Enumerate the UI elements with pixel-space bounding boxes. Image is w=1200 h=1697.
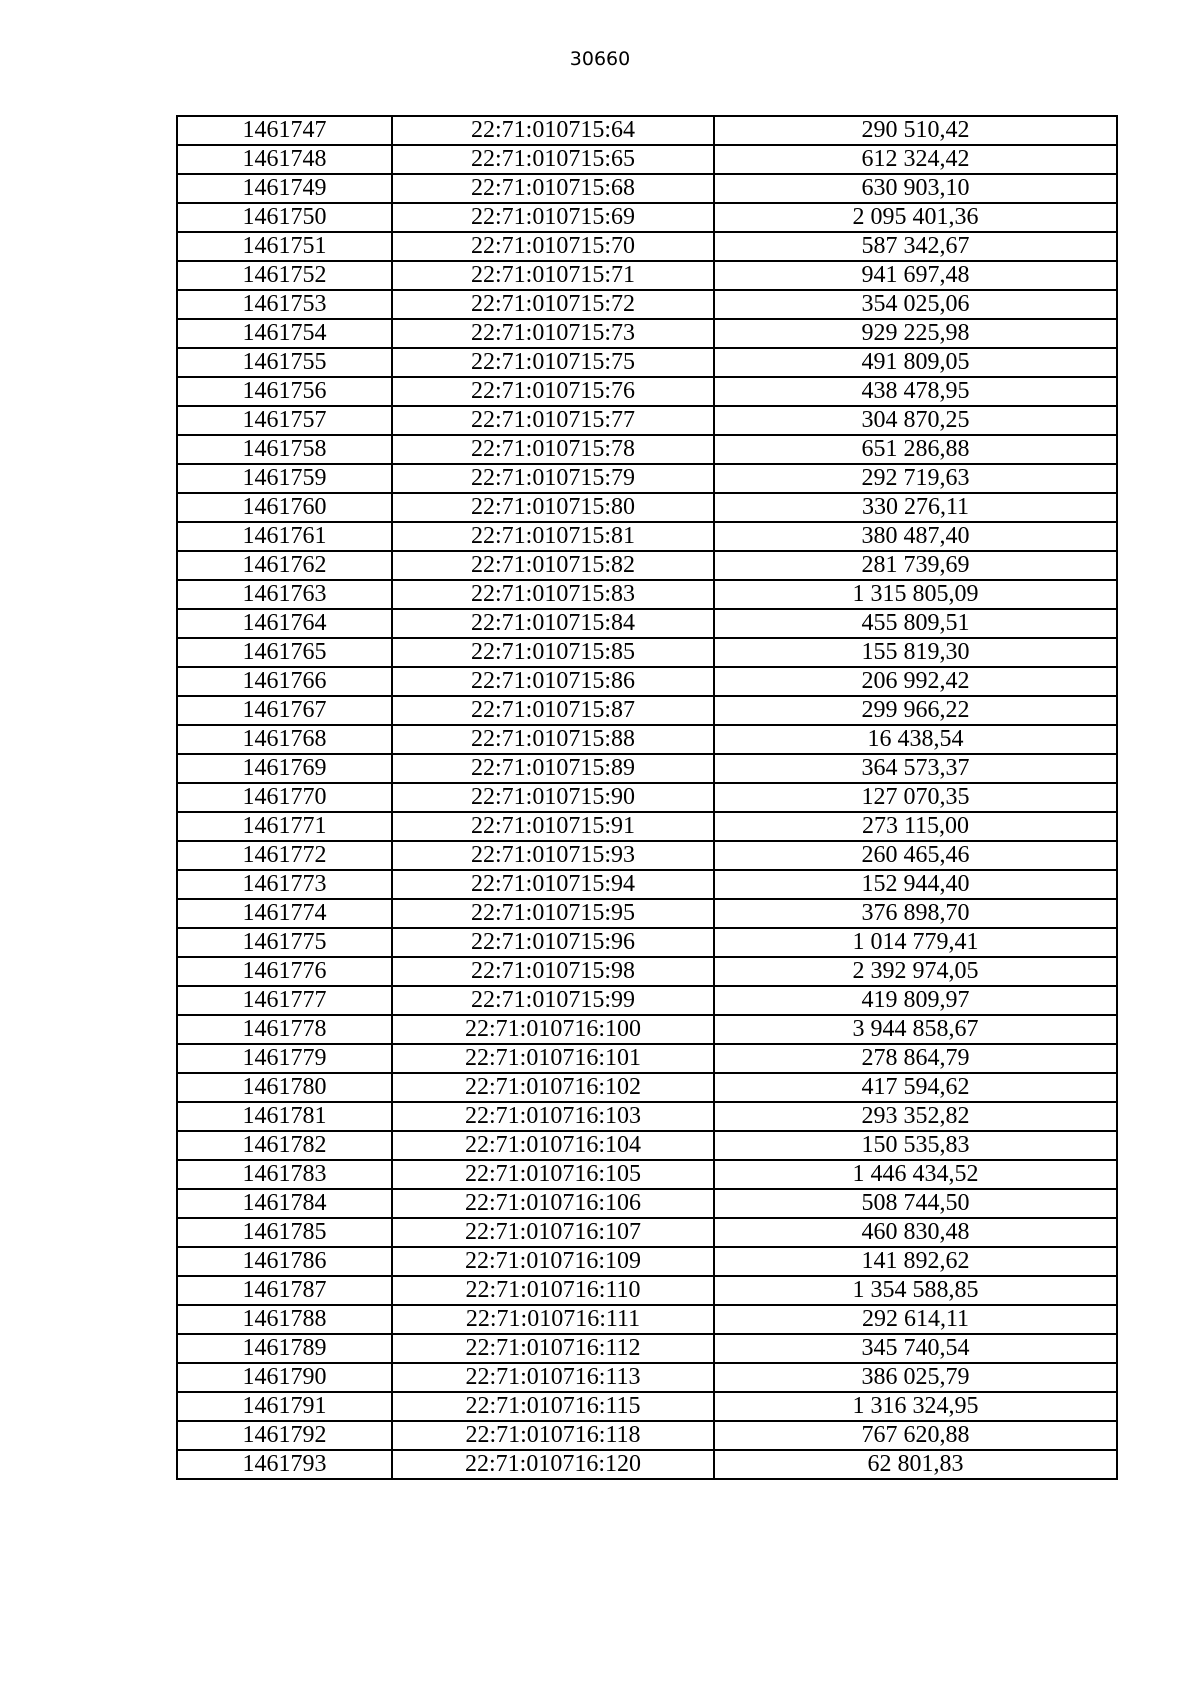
record-id-cell: 1461757	[177, 406, 392, 435]
cadastral-number-cell: 22:71:010715:72	[392, 290, 714, 319]
cadastral-number-cell: 22:71:010716:115	[392, 1392, 714, 1421]
table-row	[177, 725, 1117, 754]
value-cell: 2 095 401,36	[714, 203, 1117, 232]
value-cell: 630 903,10	[714, 174, 1117, 203]
record-id-cell: 1461750	[177, 203, 392, 232]
record-id-cell: 1461755	[177, 348, 392, 377]
table-row	[177, 174, 1117, 203]
value-cell: 330 276,11	[714, 493, 1117, 522]
table-row	[177, 1015, 1117, 1044]
table-row	[177, 377, 1117, 406]
records-table	[176, 115, 1118, 1480]
record-id-cell: 1461793	[177, 1450, 392, 1479]
record-id-cell: 1461747	[177, 116, 392, 145]
cadastral-number-cell: 22:71:010716:100	[392, 1015, 714, 1044]
cadastral-number-cell: 22:71:010715:73	[392, 319, 714, 348]
table-row	[177, 1450, 1117, 1479]
record-id-cell: 1461749	[177, 174, 392, 203]
cadastral-number-cell: 22:71:010715:93	[392, 841, 714, 870]
record-id-cell: 1461777	[177, 986, 392, 1015]
value-cell: 141 892,62	[714, 1247, 1117, 1276]
record-id-cell: 1461785	[177, 1218, 392, 1247]
cadastral-number-cell: 22:71:010716:102	[392, 1073, 714, 1102]
value-cell: 62 801,83	[714, 1450, 1117, 1479]
value-cell: 273 115,00	[714, 812, 1117, 841]
value-cell: 2 392 974,05	[714, 957, 1117, 986]
page-number: 30660	[569, 48, 631, 70]
table-row	[177, 1305, 1117, 1334]
value-cell: 767 620,88	[714, 1421, 1117, 1450]
value-cell: 152 944,40	[714, 870, 1117, 899]
table-row	[177, 1247, 1117, 1276]
record-id-cell: 1461767	[177, 696, 392, 725]
cadastral-number-cell: 22:71:010715:70	[392, 232, 714, 261]
table-row	[177, 551, 1117, 580]
value-cell: 127 070,35	[714, 783, 1117, 812]
table-row	[177, 870, 1117, 899]
value-cell: 491 809,05	[714, 348, 1117, 377]
record-id-cell: 1461773	[177, 870, 392, 899]
cadastral-number-cell: 22:71:010715:98	[392, 957, 714, 986]
value-cell: 278 864,79	[714, 1044, 1117, 1073]
value-cell: 150 535,83	[714, 1131, 1117, 1160]
table-row	[177, 1334, 1117, 1363]
cadastral-number-cell: 22:71:010715:87	[392, 696, 714, 725]
record-id-cell: 1461771	[177, 812, 392, 841]
table-row	[177, 696, 1117, 725]
record-id-cell: 1461791	[177, 1392, 392, 1421]
cadastral-number-cell: 22:71:010716:120	[392, 1450, 714, 1479]
cadastral-number-cell: 22:71:010715:91	[392, 812, 714, 841]
cadastral-number-cell: 22:71:010716:111	[392, 1305, 714, 1334]
cadastral-number-cell: 22:71:010715:80	[392, 493, 714, 522]
cadastral-number-cell: 22:71:010715:79	[392, 464, 714, 493]
cadastral-number-cell: 22:71:010715:89	[392, 754, 714, 783]
value-cell: 281 739,69	[714, 551, 1117, 580]
record-id-cell: 1461780	[177, 1073, 392, 1102]
cadastral-number-cell: 22:71:010715:83	[392, 580, 714, 609]
cadastral-number-cell: 22:71:010716:107	[392, 1218, 714, 1247]
cadastral-number-cell: 22:71:010715:65	[392, 145, 714, 174]
record-id-cell: 1461762	[177, 551, 392, 580]
value-cell: 386 025,79	[714, 1363, 1117, 1392]
value-cell: 3 944 858,67	[714, 1015, 1117, 1044]
table-row	[177, 1160, 1117, 1189]
cadastral-number-cell: 22:71:010715:86	[392, 667, 714, 696]
record-id-cell: 1461772	[177, 841, 392, 870]
record-id-cell: 1461756	[177, 377, 392, 406]
cadastral-number-cell: 22:71:010716:109	[392, 1247, 714, 1276]
table-row	[177, 899, 1117, 928]
record-id-cell: 1461751	[177, 232, 392, 261]
record-id-cell: 1461790	[177, 1363, 392, 1392]
table-row	[177, 957, 1117, 986]
table-row	[177, 812, 1117, 841]
cadastral-number-cell: 22:71:010716:103	[392, 1102, 714, 1131]
value-cell: 354 025,06	[714, 290, 1117, 319]
record-id-cell: 1461758	[177, 435, 392, 464]
cadastral-number-cell: 22:71:010715:71	[392, 261, 714, 290]
value-cell: 299 966,22	[714, 696, 1117, 725]
value-cell: 293 352,82	[714, 1102, 1117, 1131]
cadastral-number-cell: 22:71:010716:112	[392, 1334, 714, 1363]
value-cell: 155 819,30	[714, 638, 1117, 667]
record-id-cell: 1461754	[177, 319, 392, 348]
cadastral-number-cell: 22:71:010716:106	[392, 1189, 714, 1218]
value-cell: 292 719,63	[714, 464, 1117, 493]
value-cell: 508 744,50	[714, 1189, 1117, 1218]
cadastral-number-cell: 22:71:010716:101	[392, 1044, 714, 1073]
record-id-cell: 1461761	[177, 522, 392, 551]
record-id-cell: 1461768	[177, 725, 392, 754]
cadastral-number-cell: 22:71:010715:96	[392, 928, 714, 957]
value-cell: 455 809,51	[714, 609, 1117, 638]
value-cell: 417 594,62	[714, 1073, 1117, 1102]
table-row	[177, 261, 1117, 290]
value-cell: 1 315 805,09	[714, 580, 1117, 609]
table-row	[177, 1392, 1117, 1421]
record-id-cell: 1461782	[177, 1131, 392, 1160]
value-cell: 941 697,48	[714, 261, 1117, 290]
records-body	[177, 116, 1117, 1479]
record-id-cell: 1461766	[177, 667, 392, 696]
cadastral-number-cell: 22:71:010716:104	[392, 1131, 714, 1160]
record-id-cell: 1461788	[177, 1305, 392, 1334]
record-id-cell: 1461784	[177, 1189, 392, 1218]
cadastral-number-cell: 22:71:010715:99	[392, 986, 714, 1015]
cadastral-number-cell: 22:71:010716:105	[392, 1160, 714, 1189]
value-cell: 364 573,37	[714, 754, 1117, 783]
record-id-cell: 1461748	[177, 145, 392, 174]
value-cell: 16 438,54	[714, 725, 1117, 754]
cadastral-number-cell: 22:71:010715:82	[392, 551, 714, 580]
record-id-cell: 1461792	[177, 1421, 392, 1450]
value-cell: 292 614,11	[714, 1305, 1117, 1334]
table-row	[177, 1189, 1117, 1218]
table-row	[177, 348, 1117, 377]
record-id-cell: 1461759	[177, 464, 392, 493]
value-cell: 587 342,67	[714, 232, 1117, 261]
value-cell: 376 898,70	[714, 899, 1117, 928]
value-cell: 1 316 324,95	[714, 1392, 1117, 1421]
record-id-cell: 1461765	[177, 638, 392, 667]
value-cell: 290 510,42	[714, 116, 1117, 145]
cadastral-number-cell: 22:71:010715:94	[392, 870, 714, 899]
value-cell: 1 014 779,41	[714, 928, 1117, 957]
table-row	[177, 319, 1117, 348]
table-row	[177, 1363, 1117, 1392]
record-id-cell: 1461783	[177, 1160, 392, 1189]
value-cell: 1 446 434,52	[714, 1160, 1117, 1189]
value-cell: 651 286,88	[714, 435, 1117, 464]
record-id-cell: 1461778	[177, 1015, 392, 1044]
value-cell: 438 478,95	[714, 377, 1117, 406]
record-id-cell: 1461787	[177, 1276, 392, 1305]
table-row	[177, 638, 1117, 667]
table-row	[177, 522, 1117, 551]
cadastral-number-cell: 22:71:010715:64	[392, 116, 714, 145]
table-row	[177, 116, 1117, 145]
table-row	[177, 1073, 1117, 1102]
cadastral-number-cell: 22:71:010715:90	[392, 783, 714, 812]
record-id-cell: 1461775	[177, 928, 392, 957]
value-cell: 1 354 588,85	[714, 1276, 1117, 1305]
record-id-cell: 1461764	[177, 609, 392, 638]
table-row	[177, 406, 1117, 435]
table-row	[177, 841, 1117, 870]
table-row	[177, 290, 1117, 319]
table-row	[177, 145, 1117, 174]
cadastral-number-cell: 22:71:010716:113	[392, 1363, 714, 1392]
cadastral-number-cell: 22:71:010715:85	[392, 638, 714, 667]
cadastral-number-cell: 22:71:010715:76	[392, 377, 714, 406]
record-id-cell: 1461770	[177, 783, 392, 812]
cadastral-number-cell: 22:71:010715:81	[392, 522, 714, 551]
table-row	[177, 1218, 1117, 1247]
table-row	[177, 928, 1117, 957]
cadastral-number-cell: 22:71:010715:78	[392, 435, 714, 464]
value-cell: 380 487,40	[714, 522, 1117, 551]
record-id-cell: 1461774	[177, 899, 392, 928]
table-row	[177, 1276, 1117, 1305]
table-row	[177, 986, 1117, 1015]
cadastral-number-cell: 22:71:010715:95	[392, 899, 714, 928]
table-row	[177, 1044, 1117, 1073]
record-id-cell: 1461781	[177, 1102, 392, 1131]
value-cell: 612 324,42	[714, 145, 1117, 174]
table-row	[177, 435, 1117, 464]
record-id-cell: 1461786	[177, 1247, 392, 1276]
record-id-cell: 1461769	[177, 754, 392, 783]
value-cell: 345 740,54	[714, 1334, 1117, 1363]
table-row	[177, 232, 1117, 261]
record-id-cell: 1461753	[177, 290, 392, 319]
record-id-cell: 1461763	[177, 580, 392, 609]
record-id-cell: 1461776	[177, 957, 392, 986]
record-id-cell: 1461760	[177, 493, 392, 522]
table-row	[177, 580, 1117, 609]
record-id-cell: 1461779	[177, 1044, 392, 1073]
cadastral-number-cell: 22:71:010715:75	[392, 348, 714, 377]
record-id-cell: 1461789	[177, 1334, 392, 1363]
table-row	[177, 464, 1117, 493]
table-row	[177, 667, 1117, 696]
table-row	[177, 783, 1117, 812]
cadastral-number-cell: 22:71:010715:88	[392, 725, 714, 754]
table-row	[177, 1421, 1117, 1450]
cadastral-number-cell: 22:71:010715:77	[392, 406, 714, 435]
table-row	[177, 609, 1117, 638]
value-cell: 460 830,48	[714, 1218, 1117, 1247]
table-row	[177, 1131, 1117, 1160]
table-row	[177, 203, 1117, 232]
cadastral-number-cell: 22:71:010716:110	[392, 1276, 714, 1305]
record-id-cell: 1461752	[177, 261, 392, 290]
table-row	[177, 754, 1117, 783]
value-cell: 260 465,46	[714, 841, 1117, 870]
cadastral-number-cell: 22:71:010715:84	[392, 609, 714, 638]
table-row	[177, 1102, 1117, 1131]
value-cell: 929 225,98	[714, 319, 1117, 348]
value-cell: 304 870,25	[714, 406, 1117, 435]
table-row	[177, 493, 1117, 522]
value-cell: 419 809,97	[714, 986, 1117, 1015]
cadastral-number-cell: 22:71:010715:69	[392, 203, 714, 232]
cadastral-number-cell: 22:71:010716:118	[392, 1421, 714, 1450]
value-cell: 206 992,42	[714, 667, 1117, 696]
cadastral-number-cell: 22:71:010715:68	[392, 174, 714, 203]
